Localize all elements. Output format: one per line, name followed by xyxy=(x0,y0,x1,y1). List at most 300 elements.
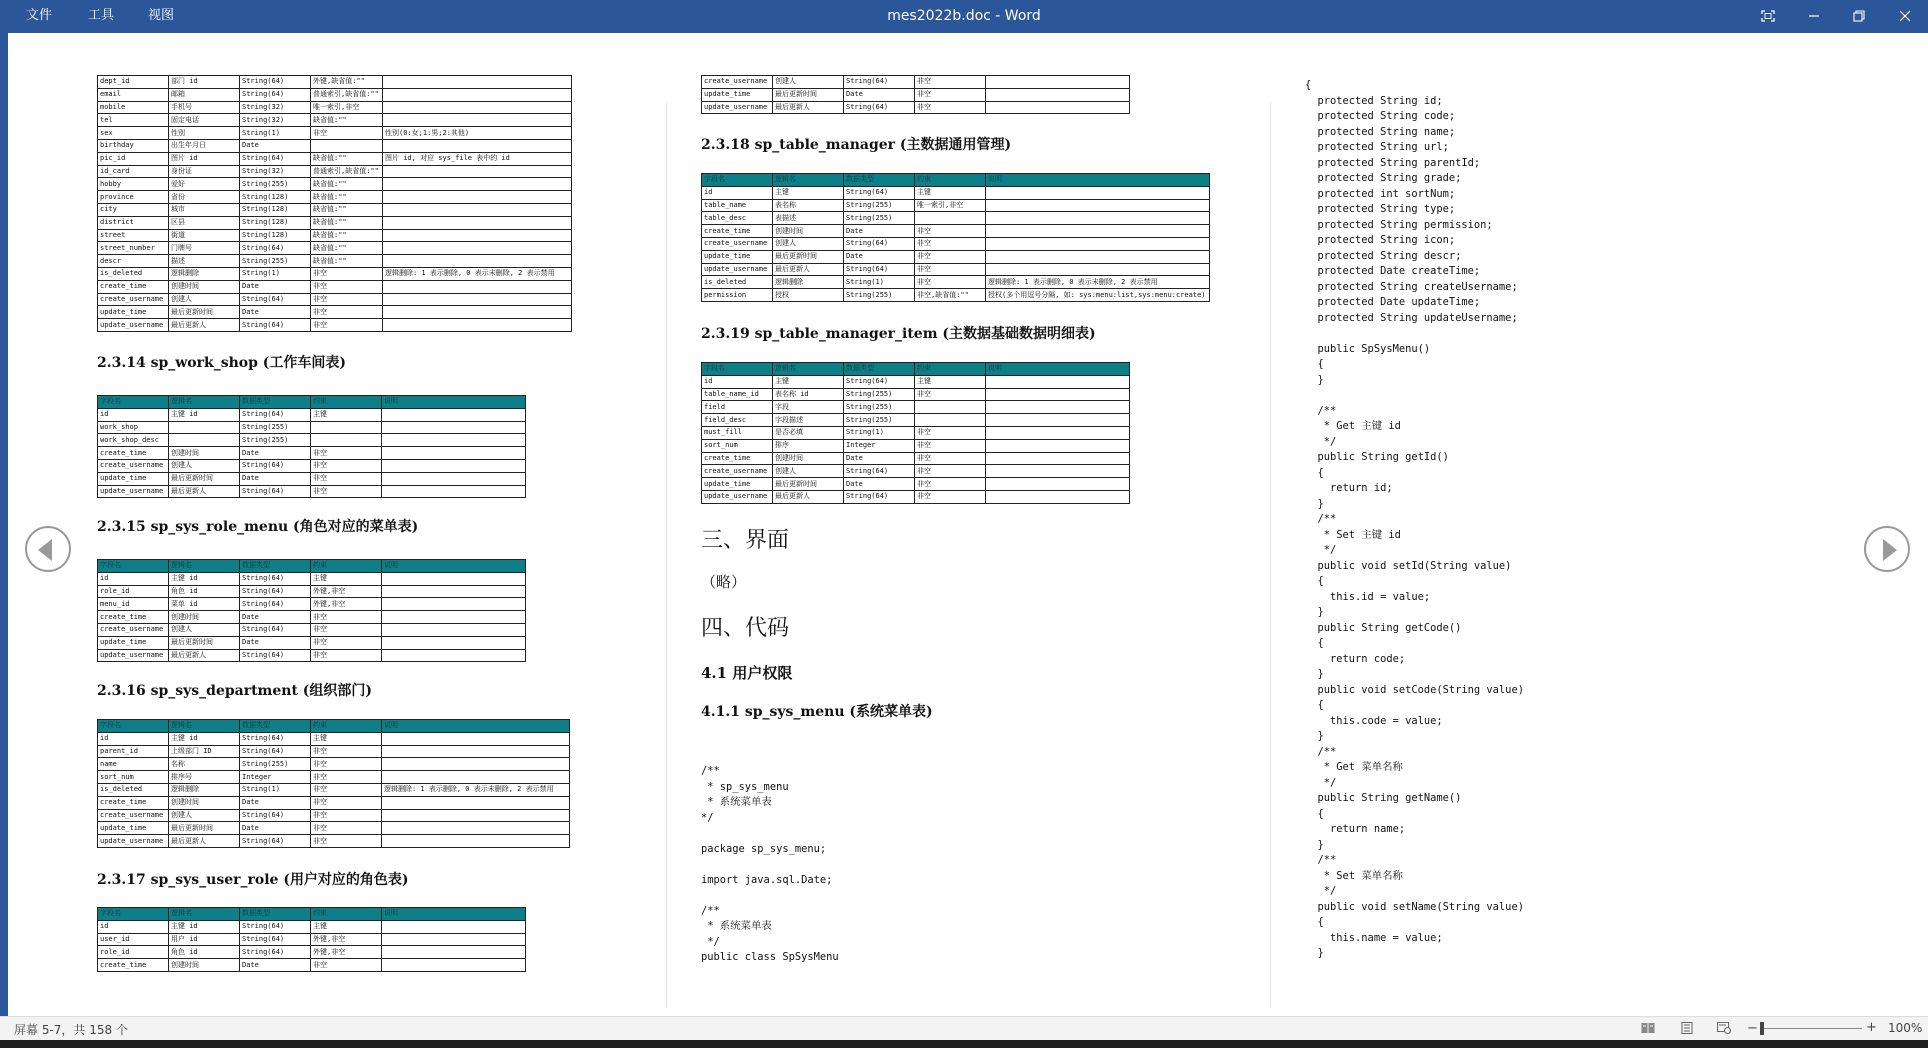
table-cell: create_time xyxy=(98,280,169,293)
table-row xyxy=(702,452,1130,465)
table-cell xyxy=(383,280,572,293)
table-row xyxy=(702,237,1210,250)
table-row xyxy=(702,76,1130,89)
table-cell: String(64) xyxy=(240,459,311,472)
table-cell: 非空 xyxy=(915,88,986,101)
table-row xyxy=(702,426,1130,439)
table-cell: 主键 xyxy=(311,572,382,585)
table-cell: 门牌号 xyxy=(169,242,240,255)
table-cell: user_id xyxy=(98,933,169,946)
table-cell: String(255) xyxy=(240,255,311,268)
table-cell xyxy=(382,472,526,485)
table-header-cell: 数据类型 xyxy=(240,908,311,921)
menu-view[interactable]: 视图 xyxy=(148,8,175,23)
table-cell: 最后更新时间 xyxy=(169,306,240,319)
table-cell: 排序 xyxy=(773,439,844,452)
table-cell: 非空 xyxy=(311,822,382,835)
table-cell: 非空 xyxy=(311,127,383,140)
table-cell: String(1) xyxy=(240,267,311,280)
table-cell xyxy=(383,191,572,204)
table-cell: tel xyxy=(98,114,169,127)
table-cell xyxy=(986,465,1130,478)
table-cell xyxy=(382,459,526,472)
table-cell xyxy=(986,225,1210,238)
table-row xyxy=(98,421,526,434)
table-cell: String(255) xyxy=(844,401,915,414)
title-bar xyxy=(0,0,1928,33)
table-cell: work_shop_desc xyxy=(98,434,169,447)
table-cell xyxy=(383,203,572,216)
table-row xyxy=(702,212,1210,225)
zoom-slider-thumb[interactable] xyxy=(1760,1022,1764,1035)
table-cell: 非空 xyxy=(311,459,382,472)
table-cell xyxy=(383,293,572,306)
table-cell: 省份 xyxy=(169,191,240,204)
table-cell: must_fill xyxy=(702,426,773,439)
table-row xyxy=(98,101,572,114)
table-cell: 缺省值:"" xyxy=(311,216,383,229)
table-cell: String(32) xyxy=(240,165,311,178)
table-cell: String(255) xyxy=(844,212,915,225)
table-cell xyxy=(986,76,1130,89)
table-row xyxy=(98,216,572,229)
web-layout-icon[interactable] xyxy=(1717,1022,1731,1034)
table-cell: 非空 xyxy=(915,225,986,238)
table-cell: 主键 xyxy=(773,375,844,388)
table-cell: update_time xyxy=(98,306,169,319)
table-cell: pic_id xyxy=(98,152,169,165)
table-header-cell: 说明 xyxy=(986,174,1210,187)
table-cell: update_username xyxy=(98,649,169,662)
zoom-in-button[interactable]: + xyxy=(1866,1020,1877,1035)
table-cell xyxy=(382,796,570,809)
minimize-icon[interactable] xyxy=(1791,0,1837,33)
table-cell: 外键,非空 xyxy=(311,585,382,598)
table-cell: 非空 xyxy=(311,611,382,624)
table-user-role xyxy=(97,907,526,972)
table-cell: 排序号 xyxy=(169,771,240,784)
table-cell: String(64) xyxy=(240,152,311,165)
menu-tools[interactable]: 工具 xyxy=(88,8,115,23)
table-cell: String(64) xyxy=(240,809,311,822)
table-cell xyxy=(986,212,1210,225)
table-header-cell: 数据类型 xyxy=(844,363,915,376)
table-cell xyxy=(383,101,572,114)
table-cell: 创建人 xyxy=(169,293,240,306)
table-cell: 非空 xyxy=(915,250,986,263)
table-row xyxy=(98,809,570,822)
table-cell: 主键 id xyxy=(169,920,240,933)
menu-file[interactable]: 文件 xyxy=(26,8,53,23)
table-cell: 性别(0:女;1:男;2:其他) xyxy=(383,127,572,140)
chapter-heading-ui: 三、界面 xyxy=(701,528,790,553)
table-cell: Integer xyxy=(844,439,915,452)
table-row xyxy=(98,178,572,191)
table-cell: 最后更新时间 xyxy=(773,88,844,101)
table-cell: Date xyxy=(240,280,311,293)
table-cell: 非空 xyxy=(915,478,986,491)
window-left-edge xyxy=(0,33,8,1016)
table-row xyxy=(702,276,1210,289)
table-cell: update_username xyxy=(702,101,773,114)
table-cell: 非空 xyxy=(311,796,382,809)
table-header-cell: 约束 xyxy=(311,396,382,409)
table-cell: id xyxy=(98,732,169,745)
table-row xyxy=(98,959,526,972)
table-cell: id xyxy=(98,408,169,421)
table-row xyxy=(702,465,1130,478)
table-cell: 非空 xyxy=(311,280,383,293)
reading-view[interactable] xyxy=(8,33,1928,1016)
table-row xyxy=(98,267,572,280)
table-row xyxy=(702,375,1130,388)
table-cell: 是否必填 xyxy=(773,426,844,439)
table-cell: Date xyxy=(240,306,311,319)
ui-omitted-text: （略） xyxy=(701,573,747,591)
table-cell: Integer xyxy=(240,771,311,784)
table-cell: Date xyxy=(844,250,915,263)
table-cell: sort_num xyxy=(702,439,773,452)
table-cell xyxy=(383,88,572,101)
table-cell: String(64) xyxy=(240,319,311,332)
table-cell: district xyxy=(98,216,169,229)
table-department xyxy=(97,719,570,848)
table-cell: 非空 xyxy=(915,101,986,114)
table-row xyxy=(702,401,1130,414)
code-block-part-1: /** * sp_sys_menu * 系统菜单表 */ package sp_sys_menu; import java.sql.Date; /** * 系统菜单表 */ public class SpSysMenu xyxy=(701,765,839,963)
table-cell: 主键 id xyxy=(169,408,240,421)
table-cell: 非空 xyxy=(311,649,382,662)
table-cell: 最后更新人 xyxy=(773,490,844,503)
table-cell: 最后更新时间 xyxy=(773,478,844,491)
table-cell: 唯一索引,非空 xyxy=(311,101,383,114)
table-cell: 非空 xyxy=(311,636,382,649)
table-cell: String(255) xyxy=(844,289,915,302)
table-cell: 非空 xyxy=(311,623,382,636)
section-heading-4-1: 4.1 用户权限 xyxy=(701,664,793,682)
table-cell: 非空 xyxy=(311,758,382,771)
table-cell: 外键,非空 xyxy=(311,933,382,946)
table-cell: is_deleted xyxy=(98,783,169,796)
table-cell: 创建人 xyxy=(773,237,844,250)
table-cell: 固定电话 xyxy=(169,114,240,127)
table-cell: 逻辑删除: 1 表示删除, 0 表示未删除, 2 表示禁用 xyxy=(382,783,570,796)
table-cell: String(64) xyxy=(240,598,311,611)
table-continued-top xyxy=(701,75,1130,114)
table-cell xyxy=(382,408,526,421)
table-cell: create_username xyxy=(702,237,773,250)
table-cell: 缺省值:"" xyxy=(311,191,383,204)
table-cell: 用户 id xyxy=(169,933,240,946)
table-cell: 主键 xyxy=(311,732,382,745)
table-cell xyxy=(986,401,1130,414)
table-cell xyxy=(169,434,240,447)
table-cell: 手机号 xyxy=(169,101,240,114)
table-cell xyxy=(986,101,1130,114)
table-cell: String(255) xyxy=(844,199,915,212)
table-cell: String(255) xyxy=(240,421,311,434)
table-cell: menu_id xyxy=(98,598,169,611)
table-cell: 非空 xyxy=(915,452,986,465)
table-row xyxy=(702,414,1130,427)
table-cell: 最后更新时间 xyxy=(169,822,240,835)
arrow-left-icon xyxy=(38,539,52,561)
table-row xyxy=(702,250,1210,263)
table-cell: 非空 xyxy=(915,426,986,439)
table-cell xyxy=(986,388,1130,401)
table-cell xyxy=(382,745,570,758)
table-row xyxy=(98,434,526,447)
table-cell xyxy=(311,139,383,152)
table-cell: mobile xyxy=(98,101,169,114)
table-header-cell: 说明 xyxy=(382,720,570,733)
table-cell xyxy=(383,165,572,178)
table-cell: role_id xyxy=(98,946,169,959)
table-cell xyxy=(986,199,1210,212)
table-cell xyxy=(383,319,572,332)
table-row xyxy=(702,263,1210,276)
table-cell: update_time xyxy=(98,636,169,649)
table-header-cell: 说明 xyxy=(986,363,1130,376)
table-cell: create_time xyxy=(702,452,773,465)
table-cell: create_time xyxy=(98,796,169,809)
table-header-cell: 数据类型 xyxy=(240,720,311,733)
table-cell: String(64) xyxy=(240,732,311,745)
table-cell xyxy=(383,242,572,255)
table-cell: String(64) xyxy=(240,585,311,598)
table-cell: 逻辑删除: 1 表示删除, 0 表示未删除, 2 表示禁用 xyxy=(986,276,1210,289)
table-cell xyxy=(986,186,1210,199)
table-cell: 缺省值:"" xyxy=(311,255,383,268)
table-cell xyxy=(915,414,986,427)
table-header-cell: 数据类型 xyxy=(240,396,311,409)
table-row xyxy=(98,783,570,796)
table-cell xyxy=(382,598,526,611)
table-cell: 非空 xyxy=(311,485,382,498)
table-header-cell: 说明 xyxy=(382,560,526,573)
table-cell: Date xyxy=(240,472,311,485)
table-row xyxy=(98,114,572,127)
table-cell: 非空 xyxy=(311,472,382,485)
table-cell xyxy=(382,649,526,662)
table-cell xyxy=(986,426,1130,439)
table-cell: 授权 xyxy=(773,289,844,302)
table-cell: String(1) xyxy=(844,426,915,439)
restore-icon[interactable] xyxy=(1836,0,1882,33)
table-cell: birthday xyxy=(98,139,169,152)
table-cell: field xyxy=(702,401,773,414)
table-cell: Date xyxy=(240,959,311,972)
table-cell: 创建时间 xyxy=(169,959,240,972)
chapter-heading-code: 四、代码 xyxy=(701,616,790,641)
table-cell: String(255) xyxy=(844,388,915,401)
table-cell: 授权(多个用逗号分隔, 如: sys:menu:list,sys:menu:create) xyxy=(986,289,1210,302)
screen-column-3 xyxy=(1305,33,1865,1016)
table-cell: 非空 xyxy=(915,76,986,89)
table-cell: province xyxy=(98,191,169,204)
table-row xyxy=(702,478,1130,491)
table-cell: 非空 xyxy=(311,267,383,280)
table-cell: String(64) xyxy=(240,745,311,758)
table-row xyxy=(98,572,526,585)
zoom-level[interactable]: 100% xyxy=(1888,1021,1923,1035)
table-cell xyxy=(169,421,240,434)
table-cell: id_card xyxy=(98,165,169,178)
table-cell xyxy=(986,250,1210,263)
print-layout-icon[interactable] xyxy=(1680,1022,1694,1034)
table-cell: 主键 xyxy=(915,186,986,199)
table-cell: name xyxy=(98,758,169,771)
table-cell: dept_id xyxy=(98,76,169,89)
table-cell: 城市 xyxy=(169,203,240,216)
table-row xyxy=(98,293,572,306)
table-cell xyxy=(382,835,570,848)
read-mode-icon[interactable] xyxy=(1641,1022,1655,1034)
table-cell: create_username xyxy=(702,465,773,478)
table-cell: Date xyxy=(240,447,311,460)
table-row xyxy=(98,408,526,421)
table-table-manager-item xyxy=(701,362,1130,504)
table-cell xyxy=(382,447,526,460)
table-cell: String(64) xyxy=(844,490,915,503)
table-row xyxy=(98,319,572,332)
table-cell: 主键 xyxy=(915,375,986,388)
table-row xyxy=(98,127,572,140)
table-role-menu xyxy=(97,559,526,662)
table-cell xyxy=(915,212,986,225)
table-cell: Date xyxy=(240,139,311,152)
focus-mode-icon[interactable] xyxy=(1745,0,1791,33)
table-row xyxy=(702,186,1210,199)
code-block-part-2: { protected String id; protected String code; protected String name; protected String url; protected String parentId; protected String grade; protected int sortNum; protected String type; protected String permission; protected String icon; protected String descr; protected Date createTime; protected String createUsername; protected Date updateTime; protected String updateUsername; public SpSysMenu() { } /** * Get 主键 id */ public String getId() { return id; } /** * Set 主键 id */ public void setId(String value) { this.id = value; } public String getCode() { return code; } public void setCode(String value) { this.code = value; } /** * Get 菜单名称 */ public String getName() { return name; } /** * Set 菜单名称 */ public void setName(String value) { this.name = value; } xyxy=(1305,79,1524,959)
table-header-cell: 数据类型 xyxy=(844,174,915,187)
table-row xyxy=(98,139,572,152)
table-cell: create_time xyxy=(98,611,169,624)
table-cell: 创建时间 xyxy=(169,796,240,809)
table-cell: 非空 xyxy=(311,745,382,758)
table-cell: Date xyxy=(844,478,915,491)
table-cell: 缺省值:"" xyxy=(311,242,383,255)
table-cell: sex xyxy=(98,127,169,140)
table-cell: 字段描述 xyxy=(773,414,844,427)
table-cell xyxy=(383,216,572,229)
window-title: mes2022b.doc - Word xyxy=(887,8,1041,24)
table-cell: 创建人 xyxy=(773,76,844,89)
section-heading-2-3-17: 2.3.17 sp_sys_user_role (用户对应的角色表) xyxy=(97,872,409,888)
table-cell: 最后更新时间 xyxy=(773,250,844,263)
table-cell: 最后更新人 xyxy=(169,319,240,332)
zoom-slider-track[interactable] xyxy=(1762,1028,1862,1029)
table-cell: permission xyxy=(702,289,773,302)
table-cell: 外键,非空 xyxy=(311,946,382,959)
table-row xyxy=(98,636,526,649)
taskbar-strip xyxy=(0,1040,1928,1048)
table-row xyxy=(98,796,570,809)
table-row xyxy=(98,771,570,784)
table-cell: String(64) xyxy=(240,835,311,848)
table-cell: 外键,缺省值:"" xyxy=(311,76,383,89)
table-row xyxy=(98,242,572,255)
table-cell xyxy=(986,452,1130,465)
table-cell xyxy=(382,946,526,959)
table-cell xyxy=(382,809,570,822)
table-row xyxy=(98,585,526,598)
table-row xyxy=(702,199,1210,212)
table-row xyxy=(98,447,526,460)
table-cell: String(64) xyxy=(240,920,311,933)
table-cell: 缺省值:"" xyxy=(311,203,383,216)
table-cell: create_username xyxy=(98,293,169,306)
screen-column-1 xyxy=(97,33,617,1016)
table-cell xyxy=(382,623,526,636)
table-row xyxy=(98,623,526,636)
table-cell: Date xyxy=(844,225,915,238)
section-heading-2-3-15: 2.3.15 sp_sys_role_menu (角色对应的菜单表) xyxy=(97,519,419,535)
table-row xyxy=(98,472,526,485)
table-header-cell: 字段名 xyxy=(98,560,169,573)
table-cell: 非空 xyxy=(311,306,383,319)
next-screen-button[interactable] xyxy=(1864,526,1910,572)
table-cell: 非空 xyxy=(311,293,383,306)
table-cell: 角色 id xyxy=(169,946,240,959)
table-cell: String(128) xyxy=(240,191,311,204)
table-cell: 非空 xyxy=(311,319,383,332)
table-cell: table_name_id xyxy=(702,388,773,401)
table-cell: 部门 id xyxy=(169,76,240,89)
table-cell: create_time xyxy=(98,959,169,972)
table-header-cell: 逻辑名 xyxy=(773,363,844,376)
table-cell: String(64) xyxy=(240,88,311,101)
table-cell: 角色 id xyxy=(169,585,240,598)
table-cell: String(64) xyxy=(240,485,311,498)
table-cell: 逻辑删除 xyxy=(773,276,844,289)
table-header-cell: 字段名 xyxy=(702,174,773,187)
table-cell: String(128) xyxy=(240,203,311,216)
table-cell: 最后更新人 xyxy=(773,101,844,114)
table-cell: street xyxy=(98,229,169,242)
zoom-out-button[interactable]: − xyxy=(1747,1021,1758,1036)
table-cell: String(128) xyxy=(240,216,311,229)
table-row xyxy=(98,946,526,959)
table-cell xyxy=(986,375,1130,388)
table-cell: String(64) xyxy=(844,375,915,388)
section-heading-2-3-14: 2.3.14 sp_work_shop (工作车间表) xyxy=(97,355,347,371)
table-cell: 创建人 xyxy=(169,623,240,636)
table-header-cell: 逻辑名 xyxy=(169,908,240,921)
table-cell: String(64) xyxy=(844,76,915,89)
page-info: 屏幕 5-7，共 158 个 xyxy=(14,1023,128,1037)
table-cell: String(64) xyxy=(240,408,311,421)
table-cell: 出生年月日 xyxy=(169,139,240,152)
table-cell: 非空 xyxy=(311,783,382,796)
table-cell: 主键 id xyxy=(169,732,240,745)
table-cell: update_username xyxy=(98,835,169,848)
table-cell: field_desc xyxy=(702,414,773,427)
close-icon[interactable] xyxy=(1882,0,1928,33)
column-separator xyxy=(666,103,667,1008)
table-user-continued xyxy=(97,75,572,332)
table-row xyxy=(98,933,526,946)
table-cell: 非空 xyxy=(915,388,986,401)
table-cell: 邮箱 xyxy=(169,88,240,101)
table-row xyxy=(98,88,572,101)
previous-screen-button[interactable] xyxy=(25,526,71,572)
table-cell: 创建人 xyxy=(169,809,240,822)
table-cell: 区县 xyxy=(169,216,240,229)
table-cell: update_time xyxy=(702,88,773,101)
table-cell xyxy=(383,255,572,268)
table-cell: String(255) xyxy=(240,758,311,771)
